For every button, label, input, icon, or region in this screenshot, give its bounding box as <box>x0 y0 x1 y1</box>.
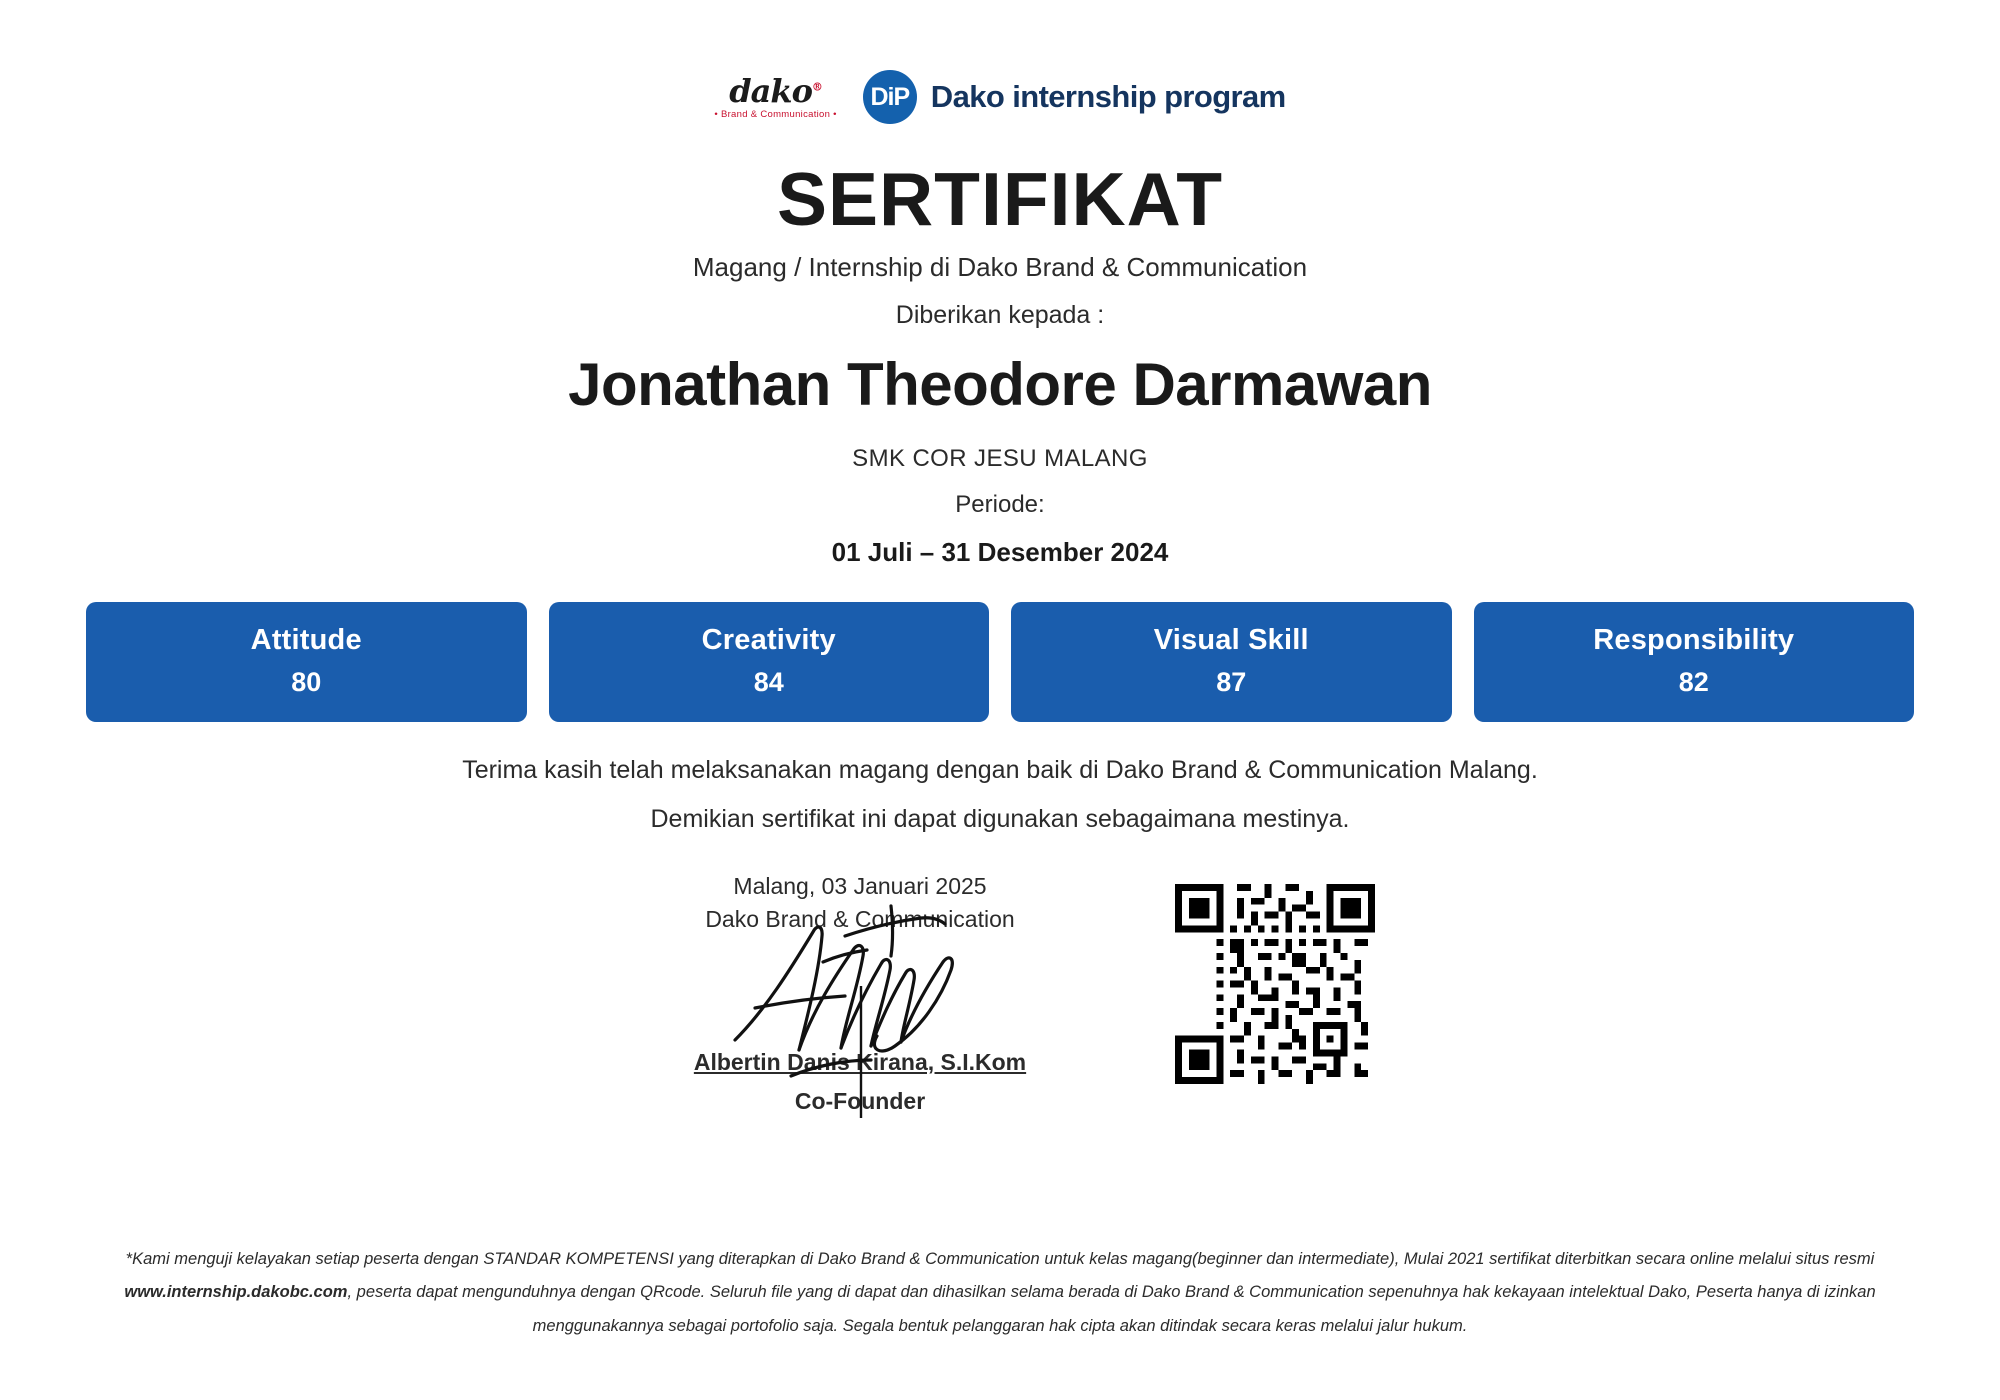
score-card-group <box>86 602 1914 722</box>
signature-name: Albertin Danis Kirana, S.I.Kom <box>693 1048 1027 1075</box>
dako-wordmark <box>729 71 822 110</box>
dip-program-name: Dako internship program <box>930 79 1286 114</box>
closing-line-2: Demikian sertifikat ini dapat digunakan sebagaimana mestinya. <box>650 805 1350 833</box>
score-value: 84 <box>753 667 784 697</box>
dip-circle-icon: DiP <box>863 70 917 124</box>
signature-and-qr-area <box>86 870 1914 1115</box>
recipient-school: SMK COR JESU MALANG <box>852 445 1148 472</box>
recipient-name: Jonathan Theodore Darmawan <box>568 351 1432 418</box>
qr-code-icon[interactable] <box>1175 884 1375 1084</box>
period-value: 01 Juli – 31 Desember 2024 <box>831 537 1169 567</box>
certificate-subtitle: Magang / Internship di Dako Brand & Communication <box>692 252 1308 282</box>
qr-code[interactable] <box>1175 884 1375 1084</box>
page-title: SERTIFIKAT <box>776 157 1224 241</box>
score-value: 82 <box>1678 667 1709 697</box>
score-card <box>1011 602 1452 722</box>
score-label: Visual Skill <box>1153 624 1309 656</box>
footnote-text-part-1: *Kami menguji kelayakan setiap peserta dengan STANDAR KOMPETENSI yang diterapkan di Dako Brand & Communication untuk kelas magang(beginner dan intermediate), Mulai 2021 sertifikat diterbitkan secara online melalui situs resmi <box>125 1249 1875 1268</box>
footnote-url[interactable]: www.internship.dakobc.com <box>124 1283 348 1302</box>
score-card <box>86 602 527 722</box>
dako-brand-logo <box>714 71 837 120</box>
given-to-label: Diberikan kepada : <box>895 301 1105 329</box>
dako-wordmark-text: dako <box>729 71 812 110</box>
score-label: Attitude <box>250 624 362 656</box>
score-label: Responsibility <box>1593 624 1795 656</box>
score-card <box>1474 602 1915 722</box>
score-label: Creativity <box>701 624 836 656</box>
score-value: 87 <box>1216 667 1247 697</box>
closing-line-1: Terima kasih telah melaksanakan magang dengan baik di Dako Brand & Communication Malang. <box>462 756 1538 784</box>
score-value: 80 <box>291 667 322 697</box>
footnote <box>86 1243 1914 1344</box>
score-card <box>549 602 990 722</box>
signature-company: Dako Brand & Communication <box>705 906 1015 933</box>
footnote-text-part-2: , peserta dapat mengunduhnya dengan QRcode. Seluruh file yang di dapat dan dihasilkan selama berada di Dako Brand & Communication sepenuhnya hak kekayaan intelektual Dako, Peserta hanya di izinkan menggunakannya sebagai portofolio saja. Segala bentuk pelanggaran hak cipta akan ditindak secara keras melalui jalur hukum. <box>347 1283 1876 1336</box>
period-label: Periode: <box>955 491 1045 518</box>
registered-trademark-icon: ® <box>811 80 822 94</box>
signature-place-date: Malang, 03 Januari 2025 <box>733 873 987 899</box>
signature-block <box>625 870 1095 1115</box>
signature-role: Co-Founder <box>794 1087 926 1114</box>
dako-tagline: • Brand & Communication • <box>714 108 837 120</box>
dip-program-logo <box>863 70 1286 124</box>
header-logo-row <box>86 60 1914 134</box>
